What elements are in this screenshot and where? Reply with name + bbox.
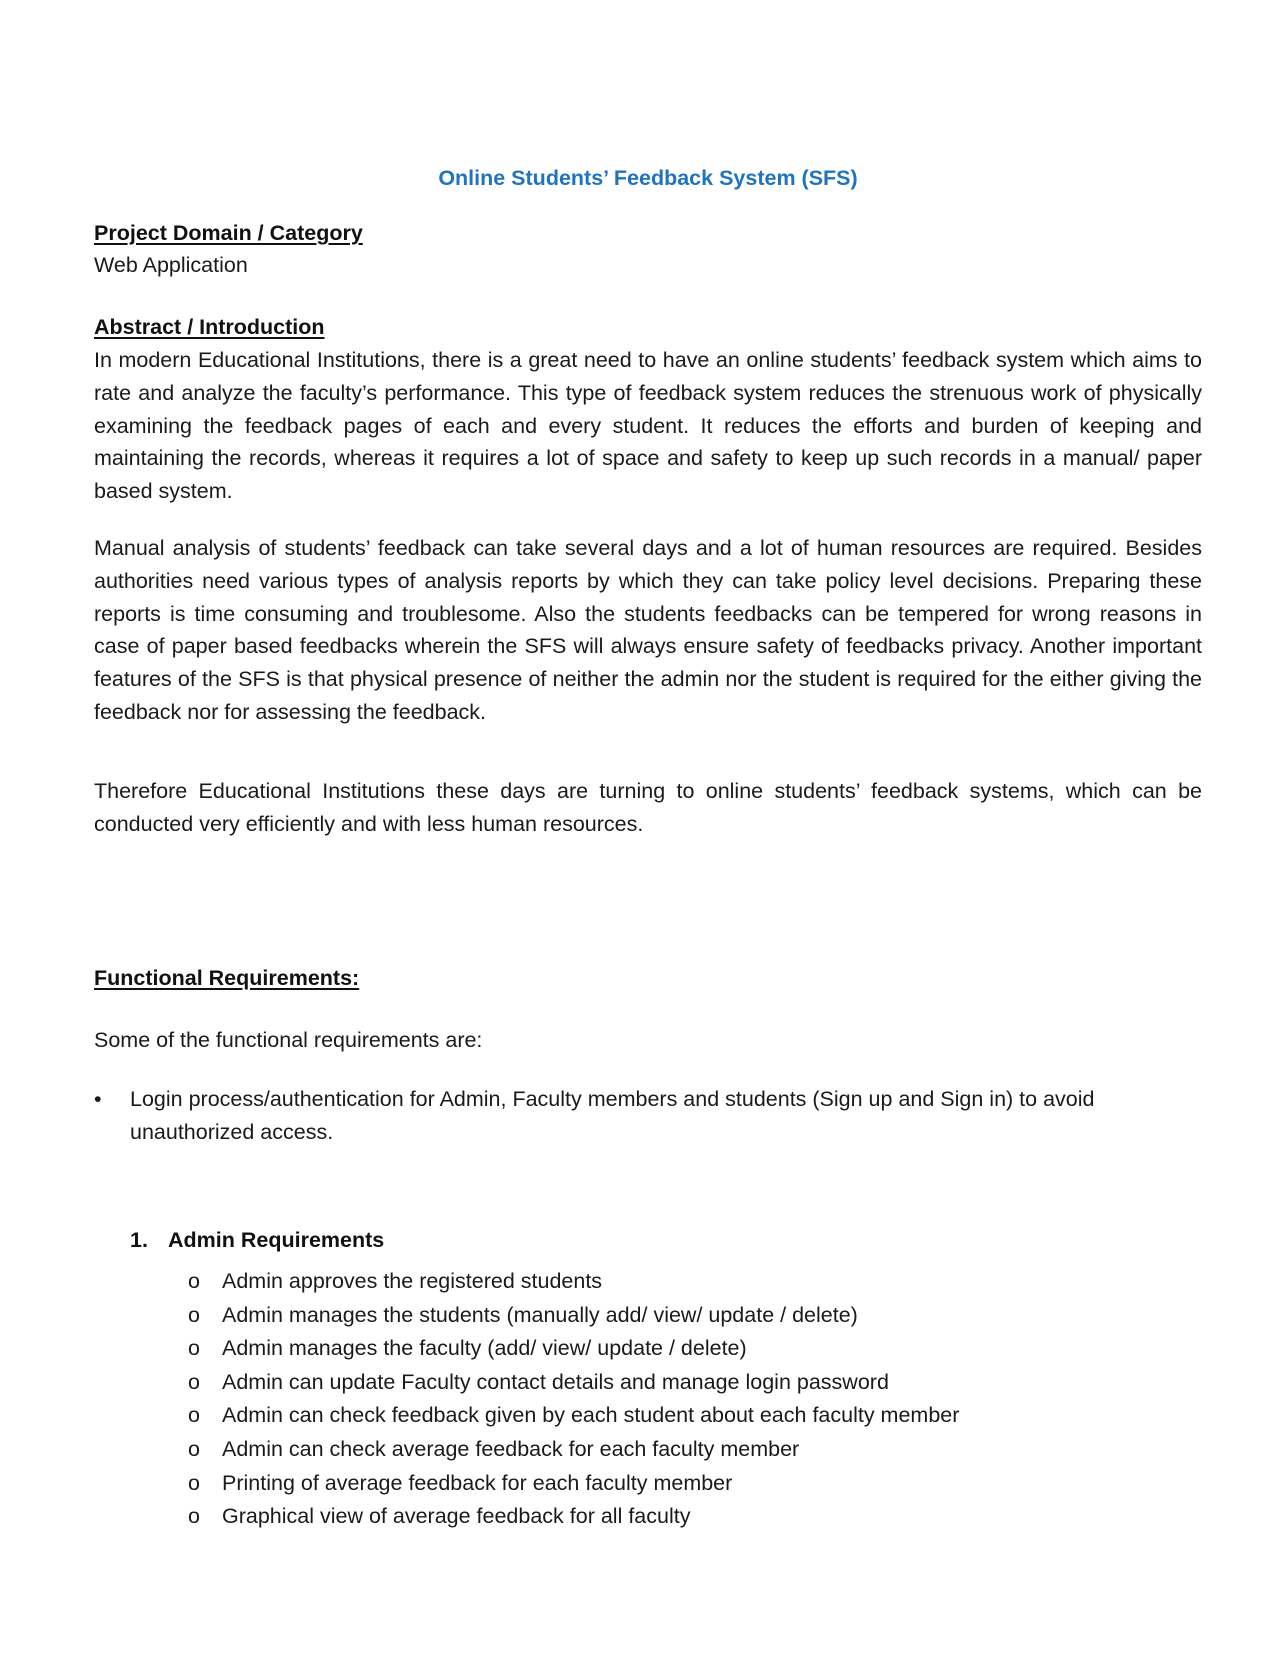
- list-marker: o: [188, 1470, 200, 1495]
- project-domain-heading: Project Domain / Category: [94, 221, 363, 245]
- functional-requirements-intro: Some of the functional requirements are:: [94, 1028, 483, 1052]
- abstract-paragraph-3: Therefore Educational Institutions these days are turning to online students’ feedback systems, which can be conducted very efficiently and with less human resources.: [94, 779, 1202, 836]
- list-marker: o: [188, 1302, 200, 1327]
- list-marker: o: [188, 1504, 200, 1529]
- list-marker: o: [188, 1403, 200, 1428]
- abstract-paragraph-1: In modern Educational Institutions, there is a great need to have an online students’ feedback system which aims to rate and analyze the faculty’s performance. This type of feedback system reduces the strenuous work of physically examining the feedback pages of each and every student. It reduces the efforts and burden of keeping and maintaining the records, whereas it requires a lot of space and safety to keep up such records in a manual/ paper based system.: [94, 348, 1202, 504]
- document-title: Online Students’ Feedback System (SFS): [438, 166, 858, 190]
- list-item-text: Admin approves the registered students: [222, 1269, 603, 1293]
- abstract-paragraph-2: Manual analysis of students’ feedback can take several days and a lot of human resources are required. Besides authorities need various types of analysis reports by which they can take policy level decisions. Preparing these reports is time consuming and troublesome. Also the students feedbacks can be tempered for wrong reasons in case of paper based feedbacks wherein the SFS will always ensure safety of feedbacks privacy. Another important features of the SFS is that physical presence of neither the admin nor the student is required for the either giving the feedback nor for assessing the feedback.: [94, 536, 1202, 724]
- list-item-text: Admin can check average feedback for each faculty member: [222, 1436, 800, 1461]
- list-marker: o: [188, 1269, 200, 1293]
- project-domain-value: Web Application: [94, 253, 248, 277]
- admin-requirements-title: Admin Requirements: [168, 1228, 385, 1252]
- list-item-text: Graphical view of average feedback for all faculty: [222, 1504, 691, 1529]
- login-bullet-text: Login process/authentication for Admin, Faculty members and students (Sign up and Sign in) to avoid unauthorized access.: [130, 1087, 1095, 1144]
- list-item-text: Admin can check feedback given by each student about each faculty member: [222, 1403, 960, 1428]
- abstract-heading: Abstract / Introduction: [94, 315, 325, 339]
- list-marker: o: [188, 1336, 200, 1361]
- functional-requirements-heading: Functional Requirements:: [94, 966, 360, 990]
- bullet-marker: •: [94, 1087, 102, 1111]
- list-item-text: Admin manages the students (manually add/ view/ update / delete): [222, 1302, 858, 1327]
- admin-requirements-heading: [130, 1225, 384, 1255]
- admin-requirements-number: 1.: [130, 1228, 148, 1252]
- list-marker: o: [188, 1369, 200, 1394]
- list-marker: o: [188, 1436, 200, 1461]
- list-item-text: Admin manages the faculty (add/ view/ update / delete): [222, 1336, 747, 1361]
- list-item-text: Admin can update Faculty contact details and manage login password: [222, 1369, 889, 1394]
- list-item-text: Printing of average feedback for each faculty member: [222, 1470, 733, 1495]
